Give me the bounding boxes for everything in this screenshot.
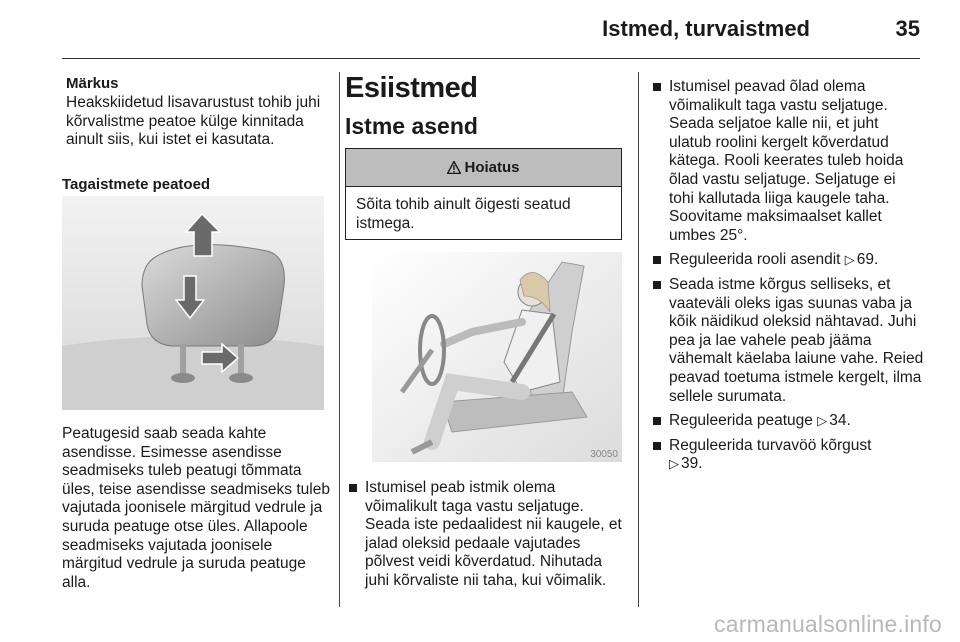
warning-triangle-icon xyxy=(447,161,461,174)
headrest-illustration xyxy=(62,196,324,410)
header-rule xyxy=(62,58,920,59)
column-divider-right xyxy=(638,72,639,607)
figure-code: 30050 xyxy=(590,449,618,460)
note-title: Märkus xyxy=(66,75,119,92)
bullet-text: Seada istme kõrgus selliseks, et vaateväli oleks igas suunas vaba ja kõik näidikud oleksid nähtavad. Juhi pea ja lae vahele peab jääma vähemalt käelaba laiune vahe. Reied peavad toetuma istmele kergelt, ilma sellele surumata. xyxy=(669,275,924,405)
seat-position-illustration xyxy=(372,252,622,462)
note-body: Heakskiidetud lisavarustust tohib juhi kõrvalistme peatoe külge kinnitada ainult siis, kui istet ei kasutata. xyxy=(66,94,321,148)
list-item xyxy=(652,251,924,270)
headrest-body-text: Peatugesid saab seada kahte asendisse. Esimesse asendisse seadmiseks tuleb peatugi tõmmata üles, teise asendisse seadmiseks tuleb vajutada joonisele märgitud vedrule ja suruda peatuge otse üles. Allapoole seadmiseks vajutada joonisele märgitud vedrule ja suruda peatuge alla. xyxy=(62,425,330,591)
warning-header xyxy=(346,149,621,187)
bullet-text: Reguleerida peatuge xyxy=(669,412,813,430)
page-reference-icon: ▷ xyxy=(844,252,855,268)
page-reference-icon: ▷ xyxy=(817,413,828,429)
list-item: Istumisel peab istmik olema võimalikult taga vastu seljatuge. Seada iste pedaalidest nii kaugele, et jalad oleksid pedaale vajutades põlvest veidi kõverdatud. Nihutada juhi kõrvaliste nii taha, kui võimalik. xyxy=(348,479,630,591)
page-reference-icon: ▷ xyxy=(669,456,679,472)
bullet-text: Reguleerida rooli asendit xyxy=(669,251,841,269)
page-number: 35 xyxy=(895,16,920,41)
warning-label: Hoiatus xyxy=(464,159,520,176)
page-reference[interactable]: 69. xyxy=(856,251,879,269)
warning-text: Sõita tohib ainult õigesti seatud istmega. xyxy=(356,196,571,232)
page-reference[interactable]: 39. xyxy=(681,455,703,473)
seat-bullets-middle xyxy=(348,479,630,597)
list-item xyxy=(652,78,924,245)
watermark: carmanualsonline.info xyxy=(714,611,942,637)
rear-headrest-heading: Tagaistmete peatoed xyxy=(62,176,211,193)
bullet-text: Istumisel peavad õlad olema võimalikult taga vastu seljatuge. Seada seljatoe kalle nii, et juht ulatub roolini kergelt kõverdatud kätega. Rooli keerates tuleb hoida õlad vastu seljatuge. Seljatuge ei tohi kallutada liiga kaugele taha. Soovitame maksimaalset kallet umbes 25°. xyxy=(669,78,904,244)
list-item xyxy=(652,412,924,431)
page-reference[interactable]: 34. xyxy=(829,412,851,430)
warning-box xyxy=(345,148,622,240)
section-subtitle: Istme asend xyxy=(345,113,478,139)
bullet-text: Reguleerida turvavöö kõrgust xyxy=(669,436,872,454)
column-divider-left xyxy=(339,72,340,607)
list-item xyxy=(652,276,924,406)
seat-bullets-right xyxy=(652,78,924,480)
section-title: Esiistmed xyxy=(345,72,478,104)
list-item xyxy=(652,437,924,474)
page-header-title: Istmed, turvaistmed xyxy=(602,16,810,41)
